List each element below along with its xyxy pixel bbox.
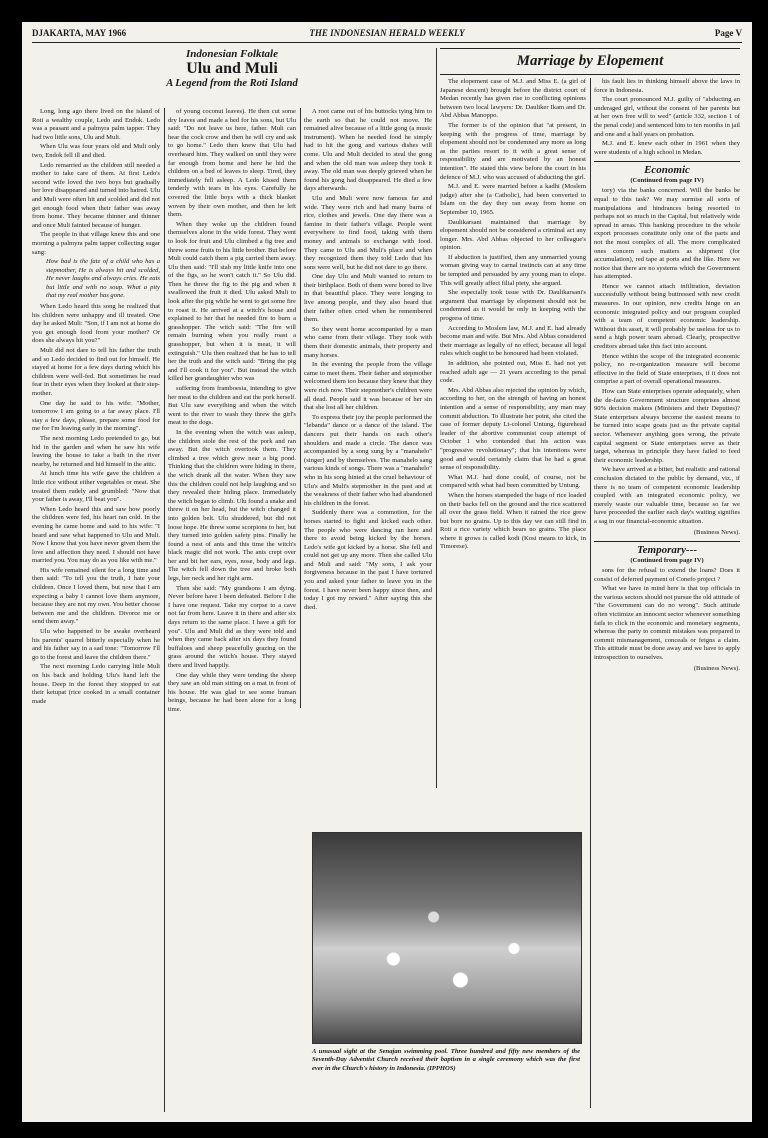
paragraph: tory) via the banks concerned. Will the banks be equal to this task? We may surmise all sorts of manipulations and hindrances being resorted to perhaps not so much in the Capital, but relatively wide spread in areas. This banking procedure in the whole export processes constitute only one of the parts and not the most complex of all. The more complicated ones concern such matters as shipment (for accumulation), red tape at ports and the like. Here we notice that there are no systems which the Government has attempted. bbox=[594, 187, 740, 281]
column-divider bbox=[590, 78, 591, 1108]
right-column bbox=[594, 78, 740, 1118]
temporary-continued: (Continued from page IV) bbox=[630, 557, 704, 565]
paragraph: In the evening the people from the village came to meet them. Their father and stepmother welcomed them too because they knew that they were rich now. Their stepmother's children were all dead. People said it was because of her sin that she lost all her children. bbox=[304, 361, 432, 412]
paragraph: When Ledo heard this and saw how poorly the children were fed, his heart ran cold. In the evening he came home and said to his wife: "I heard and saw what happened to Ulu and Muli. Now I know that you have never given them the love and affection they need. I should not have married you. You may do as you like with me." bbox=[32, 505, 160, 565]
palm-tapper-song: How bad is the fate of a child who has a stepmother, He is always hit and scolded, He never laughs and always cries. He eats but little and with no soup. What a pity that my real mother has gone. bbox=[46, 258, 160, 300]
paragraph: The people in that village knew this and one morning a palmyra palm tapper collecting sugar sang: bbox=[32, 231, 160, 256]
paragraph: The elopement case of M.J. and Miss E. (a girl of Japanese descent) brought before the district court of Medan recently has given rise to conflicting opinions between two local lawyers: Dr. Dauliker Ikam and Dr. Abd Abbas Manoppo. bbox=[440, 78, 586, 120]
economic-continued: (Continued from page IV) bbox=[630, 177, 704, 185]
temporary-source: (Business News). bbox=[693, 664, 740, 672]
photo-caption: A unusual sight at the Senajan swimming pool. Three hundred and fifty new members of the Seventh-Day Adventist Church received their baptism in a single ceremony which was the first ever in the Church's history in Indonesia. (IPPHOS) bbox=[312, 1048, 580, 1072]
column-divider bbox=[164, 108, 165, 1112]
masthead bbox=[32, 26, 742, 43]
paragraph: Ulu who happened to be awake overheard his parents' quarrel bitterly especially when he and his father say in a sad tone: "Tomorrow I'll go to the forest and leave the children there." bbox=[32, 628, 160, 661]
paragraph: So they went home accompanied by a man who came from their village. They took with them their domestic animals, their property and many horses. bbox=[304, 325, 432, 359]
paragraph: The court pronounced M.J. guilty of "abducting an underaged girl, without the consent of her parents but at her own free will to wed" (article 332, section 1 of the penal code) and sentenced him to ten months in jail and one and a half years on probation. bbox=[594, 96, 740, 138]
paragraph: When Ledo heard this song he realized that his children were unhappy and ill treated. One day he asked Muli: "Son, if I am not at home do you get enough food from your mother? Or does she always hit you?" bbox=[32, 303, 160, 345]
section-divider bbox=[436, 48, 437, 788]
column-divider bbox=[300, 108, 301, 708]
folktale-column-2 bbox=[168, 108, 296, 1112]
marriage-column-1 bbox=[440, 78, 586, 818]
paragraph: Hence we cannot attach infiltration, deviation successfully without being buttressed with new credit measures. In our opinion, new credits hinge on an economic integrated policy and our program coupled with a team of competent economic leadership. Without this asset, it will probably be useless for us to send a high power team abroad. Clearly, prospective creditors abroad take this fact into account. bbox=[594, 282, 740, 351]
paragraph: What we have in mind here is that top officials in the various sectors should not pursue the old attitude of "the Government can do no wrong". Such attitude often victimize an innocent sector whenever something fails to click in the economic and monetary segments, whereas the party to commit mistakes was prepared to commit mismanagement, conceals or feigns a claim. This attitude must be done away and we have to apply introspection to ourselves. bbox=[594, 585, 740, 662]
paragraph: Daulikarsani maintained that marriage by elopement should not be considered a criminal act any longer. Mrs. Abd Abbas objected to her colleague's opinion. bbox=[440, 218, 586, 252]
paragraph: In the evening when the witch was asleep, the children stole the rest of the pork and ran away. But the witch overtook them. They climbed a tree which grew near a big pond. Thinking that the children were hiding in there, the witch drank all the water. When they saw this the children could not help laughing and so they revealed their hiding place. Immediately the witch began to climb. Ulu found a snake and threw it on her head, but the witch changed it into golden belt. Ulu shuddered, but did not loose hope. He threw some scorpions to her, but they turned into golden safety pins. Finally he found a nest of ants and this time the witch's black magic did not work. The ants crept over her and bit her ears, eyes, nose, body and legs. The witch fell down the tree and broke both legs, her neck and her right arm. bbox=[168, 428, 296, 583]
paragraph: When Ulu was four years old and Muli only two, Endok fell ill and died. bbox=[32, 143, 160, 159]
paragraph: sons for the refusal to extend the loans? Does it consist of deferred payment of Conefo project ? bbox=[594, 567, 740, 583]
paragraph: She especially took issue with Dr. Daulikarsani's argument that marriage by elopement should not be condemned as it would be only in keeping with the progress of time. bbox=[440, 289, 586, 323]
paragraph: Ulu and Muli were now famous far and wide. They were rich and had many barns of rice, clothes and jewels. One day there was a famine in their father's village. People went everywhere to find food, taking with them money and animals to exchange with food. They came to Ulu and Muli's place and when they recognized them they told Ledo that his sons were well, but he did not dare to go there. bbox=[304, 194, 432, 271]
masthead-paper-name: THE INDONESIAN HERALD WEEKLY bbox=[309, 28, 465, 38]
paragraph: Long, long ago there lived on the island of Roti a wealthy couple, Ledo and Endok. Ledo was a peasant and a palmyra palm tapper. They had two little sons, Ulu and Muli. bbox=[32, 108, 160, 141]
masthead-dateline: DJAKARTA, MAY 1966 bbox=[32, 28, 127, 38]
paragraph: The former is of the opinion that "at present, in keeping with the progress of time, marriage by elopement should not be condemned any more as long as the parties resort to it with a great sense of responsibility and are motivated by an honest intention". He stated this view before the court in his defence of M.J. who was accused of abducting the girl. bbox=[440, 121, 586, 181]
paragraph: Muli did not dare to tell his father the truth and so Ledo decided to find out for himself. He stayed at home for a few days during which his children were well-fed. But sometimes he read fear in their eyes when they looked at their step-mother. bbox=[32, 347, 160, 397]
paragraph: When they woke up the children found themselves alone in the wide forest. They went to look for fruit and Ulu climbed a fig tree and threw some fruits to his little brother. But before Muli could catch them a pig carried them away. Ulu then said: "I'll stab my little knife into one of the figs, so he won't catch it." So Ulu did. Then he threw the fig to the pig and when it swallowed the fruit it died. Ulu asked Muli to look after the pig while he went to get some fire to roast it. He arrived at a witch's house and explained to her that he needed fire to burn a grasshopper. The witch said: "The fire will remain burning when you really roast a grasshopper, but when it is meat, it will extinguish." Ulu then realized that he has to tell her the truth and the witch said: "Bring the pig and I'll cook it for you". But instead the witch killed her grandaughter who was bbox=[168, 220, 296, 383]
paragraph: suffering from framboesia, intending to give her meat to the children and eat the pork herself. But Ulu saw everything and when the witch went to the river to wash they threw the girl's meat to the dogs. bbox=[168, 385, 296, 427]
paragraph: The next morning Ledo carrying little Muli on his back and holding Ulu's hand left the house. Deep in the forest they stopped to eat their ketupat (rice cooked in a small container made bbox=[32, 663, 160, 705]
paragraph: The next morning Ledo pretended to go, but hid in the garden and when he saw his wife leaving the house to take a bath in the river nearby, he returned and hid himself in the attic. bbox=[32, 434, 160, 468]
paragraph: Mrs. Abd Abbas also rejected the opinion by which, according to her, on the strength of having an honest intention and a sense of responsibility, any man may commit abduction. To illustrate her point, she cited the case of former deputy Lt-colonel Untung, figurehead leader of the abortive communist coup attempt of October 1 who contended that his action was "progressive revolutionary"; that his intentions were good and would certainly claim that he had a great sense of responsibility. bbox=[440, 386, 586, 472]
paragraph: What M.J. had done could, of course, not be compared with what had been committed by Untung. bbox=[440, 473, 586, 490]
paragraph: M.J. and E. knew each other in 1961 when they were students of a high school in Medan. bbox=[594, 140, 740, 156]
folktale-column-1 bbox=[32, 108, 160, 1112]
newspaper-page bbox=[22, 22, 752, 1122]
paragraph: How can State enterprises operate adequately, when the de-facto Government structure comprises almost 90% decision makers (Ministers and their Deputies)? State enterprises always become the easiest means to be turned into scape goats just as the private capital sector. Whenever anything goes wrong, the private capital segment or State enterprises serve as their target, whereas in principle they have failed to feed their economic leadership. bbox=[594, 388, 740, 464]
economic-body bbox=[594, 187, 740, 526]
paragraph: We have arrived at a bitter, but realistic and rational conclusion dictated to the public by demand, viz., if there is no team of competent economic leadership coupled with an integrated economic policy, we merely waste our valuable time, because so far we have proceeded the earlier each day's waiting signifies a sag in our financial-economic situation. bbox=[594, 466, 740, 525]
paragraph: If abduction is justified, then any unmarried young woman giving way to carnal instincts can at any time be tempted and persuaded by any young man to elope. This will greatly affect filial piety, she argued. bbox=[440, 253, 586, 287]
paragraph: In addition, she pointed out, Miss E. had not yet reached adult age — 21 years according to the penal code. bbox=[440, 360, 586, 385]
masthead-page-number: Page V bbox=[714, 28, 742, 38]
folktale-title: Ulu and Muli bbox=[186, 60, 278, 77]
paragraph: Hence within the scope of the integrated economic policy, no re-organization measure will become effective in the field of State enterprises, if it does not comprise a part of overall operational measures. bbox=[594, 352, 740, 386]
economic-title: Economic bbox=[644, 164, 690, 177]
paragraph: According to Moslem law, M.J. and E. had already become man and wife. But Mrs. Abd Abbas considered their marriage as legally of no effect, because all legal rules which ought to be honoured had been violated. bbox=[440, 324, 586, 358]
paragraph: At lunch time his wife gave the children a little rice without either vegetables or meat. She treated them rudely and grumbled: "Now that your father is away, I'll beat you". bbox=[32, 470, 160, 504]
paragraph: One day while they were tending the sheep they saw an old man sitting on a mat in front of his house. He was glad to see some human beings, because he had been alone for a long time. bbox=[168, 671, 296, 713]
paragraph: Suddenly there was a commotion, for the horses started to fight and kicked each other. The people who were dancing ran here and there to avoid being kicked by the horses. Ledo's wife got kicked by a horse. She fell and could not get up any more. Then she called Ulu and Muli and said: "My sons, I ask your forgiveness because in the past I have tortured you and asked your father to leave you in the forest. I have never been happy since then, and today I got my reward." After saying this she died. bbox=[304, 509, 432, 611]
marriage-header bbox=[440, 48, 740, 75]
paragraph: To express their joy the people performed the "lebanda" dance or a dance of the island. The dancers put their hands on each other's shoulders and made a circle. The dance was accompanied by a song sung by a "manahelo" (singer) and by themselves. The manahelo sang various kinds of songs. There was a "manahelo" who in his song hinted at the cruel behaviour of Ulu's and Muli's stepmother in the past and at the weakness of their father who had abandoned his children in the forest. bbox=[304, 413, 432, 507]
paragraph: of young coconut leaves). He then cut some dry leaves and made a bed for his sons, but Ulu said: "Do not leave us here, father. Muli can hear the cock crow and then he will cry and ask to go home." Ledo then knew that Ulu had overheard him. They walked on until they were far enough from home and here he hid the children on a bed of leaves to sleep. Tired, they immediately fell asleep. A Ledo kissed them tenderly with tears in his eyes. Carefully he covered the little boys with a thick blanket woven by their own mother, and then he left them. bbox=[168, 108, 296, 219]
paragraph: his fault lies in thinking himself above the laws in force in Indonesia. bbox=[594, 78, 740, 94]
baptism-photo bbox=[312, 832, 582, 1044]
paragraph: His wife remained silent for a long time and then said: "To tell you the truth, I hate your children. Once I loved them, but now that I am expecting a baby I cannot love them anymore, because they are not my own. You better choose between me and the children. Divorce me or send them away." bbox=[32, 566, 160, 626]
economic-source: (Business News). bbox=[693, 528, 740, 536]
paragraph: When the horses stampeded the bags of rice loaded on their backs fell on the ground and the rice scattered all over the grass field. When it rained the rice grew but bore no grains. Up to this day we can still find in Roti a rice variety which bears no grains. The place where it grows is called kodi (Kosi means to kick, in Timorese). bbox=[440, 491, 586, 551]
folktale-kicker: Indonesian Folktale bbox=[186, 48, 278, 60]
paragraph: M.J. and E. were married before a kadhi (Moslem judge) after she (a Catholic), had been converted to Islam on the day they ran away from home on September 10, 1965. bbox=[440, 183, 586, 216]
folktale-column-3 bbox=[304, 108, 432, 708]
folktale-subtitle: A Legend from the Roti Island bbox=[166, 78, 298, 89]
marriage-title: Marriage by Elopement bbox=[516, 53, 664, 69]
temporary-title: Temporary--- bbox=[636, 544, 698, 557]
paragraph: One day he said to his wife: "Mother, tomorrow I am going to a far away place. I'll stay a few days, please, prepare some food for me for I'm leaving early in the morning". bbox=[32, 399, 160, 433]
paragraph: Ledo remarried as the children still needed a mother to take care of them. At first Ledo's second wife loved the two boys but gradually her love disappeared and turned into hatred. Ulu and Muli were often hit and scolded and did not get enough food when their father was away from home. They became thinner and thinner and once Muli fainted because of hunger. bbox=[32, 161, 160, 229]
temporary-body bbox=[594, 567, 740, 663]
paragraph: One day Ulu and Muli wanted to return to their birthplace. Both of them were bored to live in that beautiful place. They were longing to live among people, and they also heard that their father often cried when he remembered them. bbox=[304, 273, 432, 324]
paragraph: A root came out of his buttocks tying him to the earth so that he could not move. He remained alive because of a little gong (a music instrument). When he needed food he simply had to hit the gong and various dishes will come. Ulu and Muli decided to steal the gong and when the old man was asleep they took it away. The old man was deeply grieved when he found his gong had disappeared. He died a few days afterwards. bbox=[304, 108, 432, 193]
folktale-header bbox=[32, 48, 432, 89]
paragraph: Then she said: "My grandsons I am dying. Never before have I been defeated. Before I die I have one request. Take my corpse to a cave not far from here. Leave it in there and after six days return to the same place. I have a gift for you". Ulu and Muli did as they were told and when they came back after six days they found buffaloes and sheep peacefully grazing on the grass around the witch's house. They stayed there and lived happily. bbox=[168, 584, 296, 669]
marriage-column-2 bbox=[594, 78, 740, 157]
